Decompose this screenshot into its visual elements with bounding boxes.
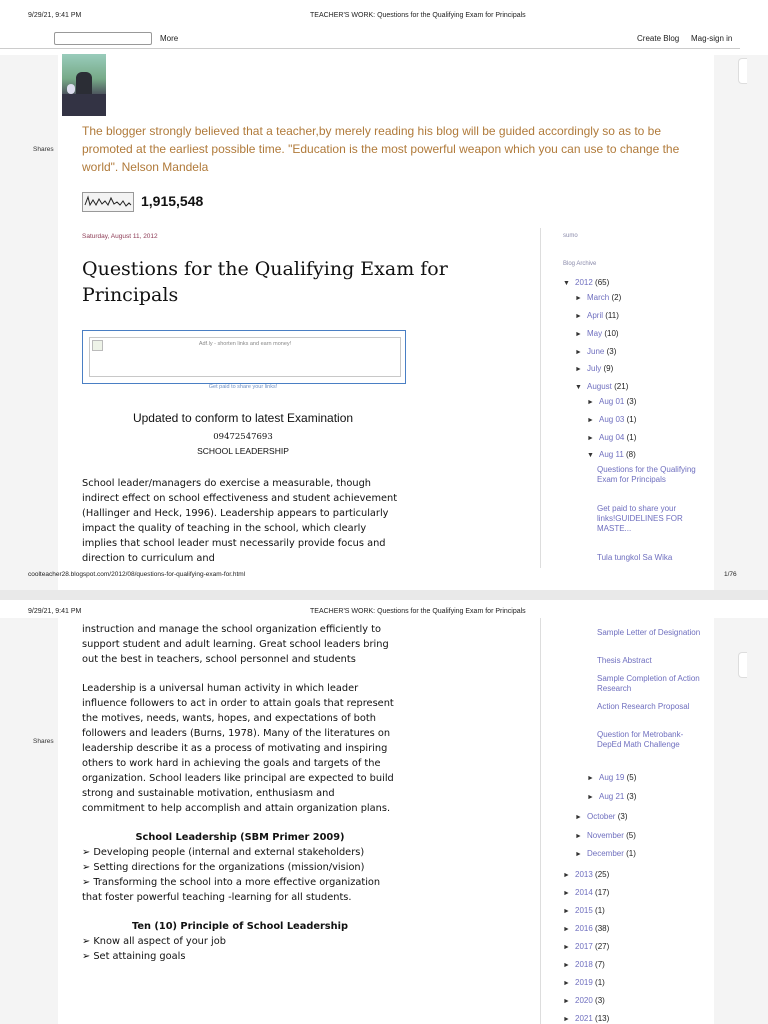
archive-post-link[interactable]: Sample Completion of Action Research	[597, 674, 700, 693]
navbar-search-input[interactable]	[54, 32, 152, 45]
adfly-alt-text: Adf.ly - shorten links and earn money!	[198, 341, 292, 347]
print-title: TEACHER'S WORK: Questions for the Qualifying Exam for Principals	[310, 608, 526, 615]
collapsed-icon: ►	[587, 775, 594, 782]
collapsed-icon: ►	[563, 980, 570, 987]
collapsed-icon: ►	[575, 349, 582, 356]
print-page-number: 1/76	[724, 571, 737, 578]
collapsed-icon: ►	[575, 295, 582, 302]
archive-post-link[interactable]: Tula tungkol Sa Wika	[597, 553, 673, 562]
archive-year-2013[interactable]: ► 2013 (25)	[563, 870, 610, 879]
collapsed-icon: ►	[575, 851, 582, 858]
pageview-count: 1,915,548	[141, 193, 204, 209]
list-item: ➢ Set attaining goals	[82, 951, 186, 962]
post-body-part-1	[82, 476, 398, 566]
topic-heading: SCHOOL LEADERSHIP	[197, 446, 289, 456]
left-margin-background	[0, 618, 58, 1024]
archive-month-october[interactable]: ► October (3)	[575, 812, 628, 821]
left-margin-background	[0, 55, 58, 590]
post-body-part-2	[82, 622, 398, 964]
expanded-icon: ▼	[587, 452, 594, 459]
archive-post-link[interactable]: Question for Metrobank-DepEd Math Challenge	[597, 730, 684, 749]
collapsed-icon: ►	[575, 833, 582, 840]
print-datetime: 9/29/21, 9:41 PM	[28, 608, 82, 615]
archive-year-2018[interactable]: ► 2018 (7)	[563, 960, 605, 969]
archive-year-2012[interactable]: ▼ 2012 (65)	[563, 278, 610, 287]
print-title: TEACHER'S WORK: Questions for the Qualifying Exam for Principals	[310, 12, 526, 19]
archive-month-march[interactable]: ► March (2)	[575, 293, 622, 302]
print-page-2	[0, 600, 768, 1024]
archive-day-aug03[interactable]: ► Aug 03 (1)	[587, 415, 637, 424]
shares-label: Shares	[33, 738, 54, 745]
collapsed-icon: ►	[563, 908, 570, 915]
collapsed-icon: ►	[575, 331, 582, 338]
collapsed-icon: ►	[587, 417, 594, 424]
right-margin-background	[714, 55, 768, 590]
archive-year-2017[interactable]: ► 2017 (27)	[563, 942, 610, 951]
list-item: ➢ Know all aspect of your job	[82, 936, 226, 947]
collapsed-icon: ►	[575, 366, 582, 373]
archive-day-aug11[interactable]: ▼ Aug 11 (8)	[587, 450, 636, 459]
archive-post-link[interactable]: Sample Letter of Designation	[597, 628, 701, 637]
archive-month-may[interactable]: ► May (10)	[575, 329, 619, 338]
blog-description: The blogger strongly believed that a teacher,by merely reading his blog will be guided accordingly so as to be promoted at the earliest possible time. "Education is the most powerful weapon which you can use to change the world". Nelson Mandela	[82, 124, 680, 174]
sign-in-link[interactable]: Mag-sign in	[691, 34, 733, 43]
expanded-icon: ▼	[563, 280, 570, 287]
archive-month-june[interactable]: ► June (3)	[575, 347, 617, 356]
navbar-more-link[interactable]: More	[160, 34, 179, 43]
archive-post-link[interactable]: Action Research Proposal	[597, 702, 690, 711]
shares-label: Shares	[33, 146, 54, 153]
archive-post-link[interactable]: Questions for the Qualifying Exam for Principals	[597, 465, 696, 484]
archive-month-november[interactable]: ► November (5)	[575, 831, 636, 840]
list-item: ➢ Transforming the school into a more effective organization that foster powerful teaching -learning for all students.	[82, 877, 381, 903]
sparkline-icon	[82, 192, 134, 212]
edge-tab[interactable]	[738, 652, 747, 678]
list-item: ➢ Developing people (internal and external stakeholders)	[82, 847, 365, 858]
sbm-heading: School Leadership (SBM Primer 2009)	[135, 832, 345, 843]
collapsed-icon: ►	[563, 944, 570, 951]
collapsed-icon: ►	[587, 435, 594, 442]
collapsed-icon: ►	[575, 814, 582, 821]
collapsed-icon: ►	[575, 313, 582, 320]
collapsed-icon: ►	[587, 794, 594, 801]
right-margin-background	[714, 618, 768, 1024]
archive-year-2021[interactable]: ► 2021 (13)	[563, 1014, 610, 1023]
collapsed-icon: ►	[563, 926, 570, 933]
archive-month-july[interactable]: ► July (9)	[575, 364, 614, 373]
archive-day-aug21[interactable]: ► Aug 21 (3)	[587, 792, 637, 801]
archive-year-2020[interactable]: ► 2020 (3)	[563, 996, 605, 1005]
collapsed-icon: ►	[563, 962, 570, 969]
archive-year-2014[interactable]: ► 2014 (17)	[563, 888, 610, 897]
archive-day-aug04[interactable]: ► Aug 04 (1)	[587, 433, 637, 442]
paragraph: School leader/managers do exercise a measurable, though indirect effect on school effectiveness and student achievement (Hallinger and Heck, 1996). Leadership appears to particularly impact the quality of teaching in the school, which clearly implies that school leader must necessarily provide focus and direction to curriculum and	[82, 478, 398, 564]
principles-heading: Ten (10) Principle of School Leadership	[132, 921, 348, 932]
archive-post-link[interactable]: Get paid to share your links!GUIDELINES FOR MASTE...	[597, 504, 683, 533]
sidebar	[540, 228, 715, 568]
adfly-banner[interactable]	[82, 330, 406, 384]
archive-day-aug19[interactable]: ► Aug 19 (5)	[587, 773, 637, 782]
archive-day-aug01[interactable]: ► Aug 01 (3)	[587, 397, 637, 406]
paragraph: Leadership is a universal human activity in which leader influence followers to act in order to attain goals that represent the motives, needs, wants, hopes, and expectations of both followers and leaders (Burns, 1978). Many of the literatures on leadership describe it as a process of motivating and inspiring others to work hard in achieving the goals and targets of the organization. School leaders like principal are expected to build strong and sustainable motivation, enthusiasm and commitment to help accomplish and attain organization plans.	[82, 683, 394, 814]
expanded-icon: ▼	[575, 384, 582, 391]
navbar-divider	[0, 48, 740, 49]
archive-year-2015[interactable]: ► 2015 (1)	[563, 906, 605, 915]
collapsed-icon: ►	[563, 1016, 570, 1023]
archive-month-april[interactable]: ► April (11)	[575, 311, 619, 320]
header-photo	[62, 54, 106, 116]
archive-month-august[interactable]: ▼ August (21)	[575, 382, 629, 391]
print-url: coolteacher28.blogspot.com/2012/08/questions-for-qualifying-exam-for.html	[28, 571, 246, 578]
archive-month-december[interactable]: ► December (1)	[575, 849, 636, 858]
post-date: Saturday, August 11, 2012	[82, 233, 158, 240]
adfly-caption-link[interactable]: Get paid to share your links!	[208, 384, 278, 390]
create-blog-link[interactable]: Create Blog	[637, 34, 680, 43]
collapsed-icon: ►	[563, 890, 570, 897]
blogger-navbar	[0, 30, 740, 48]
collapsed-icon: ►	[563, 872, 570, 879]
blog-archive-title: Blog Archive	[563, 261, 597, 267]
sumo-widget-title: sumo	[563, 233, 578, 239]
sidebar	[540, 618, 715, 1024]
updated-note: Updated to conform to latest Examination	[132, 411, 354, 425]
archive-year-2019[interactable]: ► 2019 (1)	[563, 978, 605, 987]
page-separator	[0, 590, 768, 600]
collapsed-icon: ►	[563, 998, 570, 1005]
paragraph: instruction and manage the school organization efficiently to support student and adult learning. Great school leaders bring out the best in teachers, school personnel and students	[82, 624, 389, 665]
print-datetime: 9/29/21, 9:41 PM	[28, 12, 82, 19]
archive-post-link[interactable]: Thesis Abstract	[597, 656, 652, 665]
collapsed-icon: ►	[587, 399, 594, 406]
archive-year-2016[interactable]: ► 2016 (38)	[563, 924, 610, 933]
contact-number: 09472547693	[213, 432, 273, 442]
post-title[interactable]: Questions for the Qualifying Exam for Principals	[82, 258, 448, 306]
list-item: ➢ Setting directions for the organizations (mission/vision)	[82, 862, 365, 873]
edge-tab[interactable]	[738, 58, 747, 84]
